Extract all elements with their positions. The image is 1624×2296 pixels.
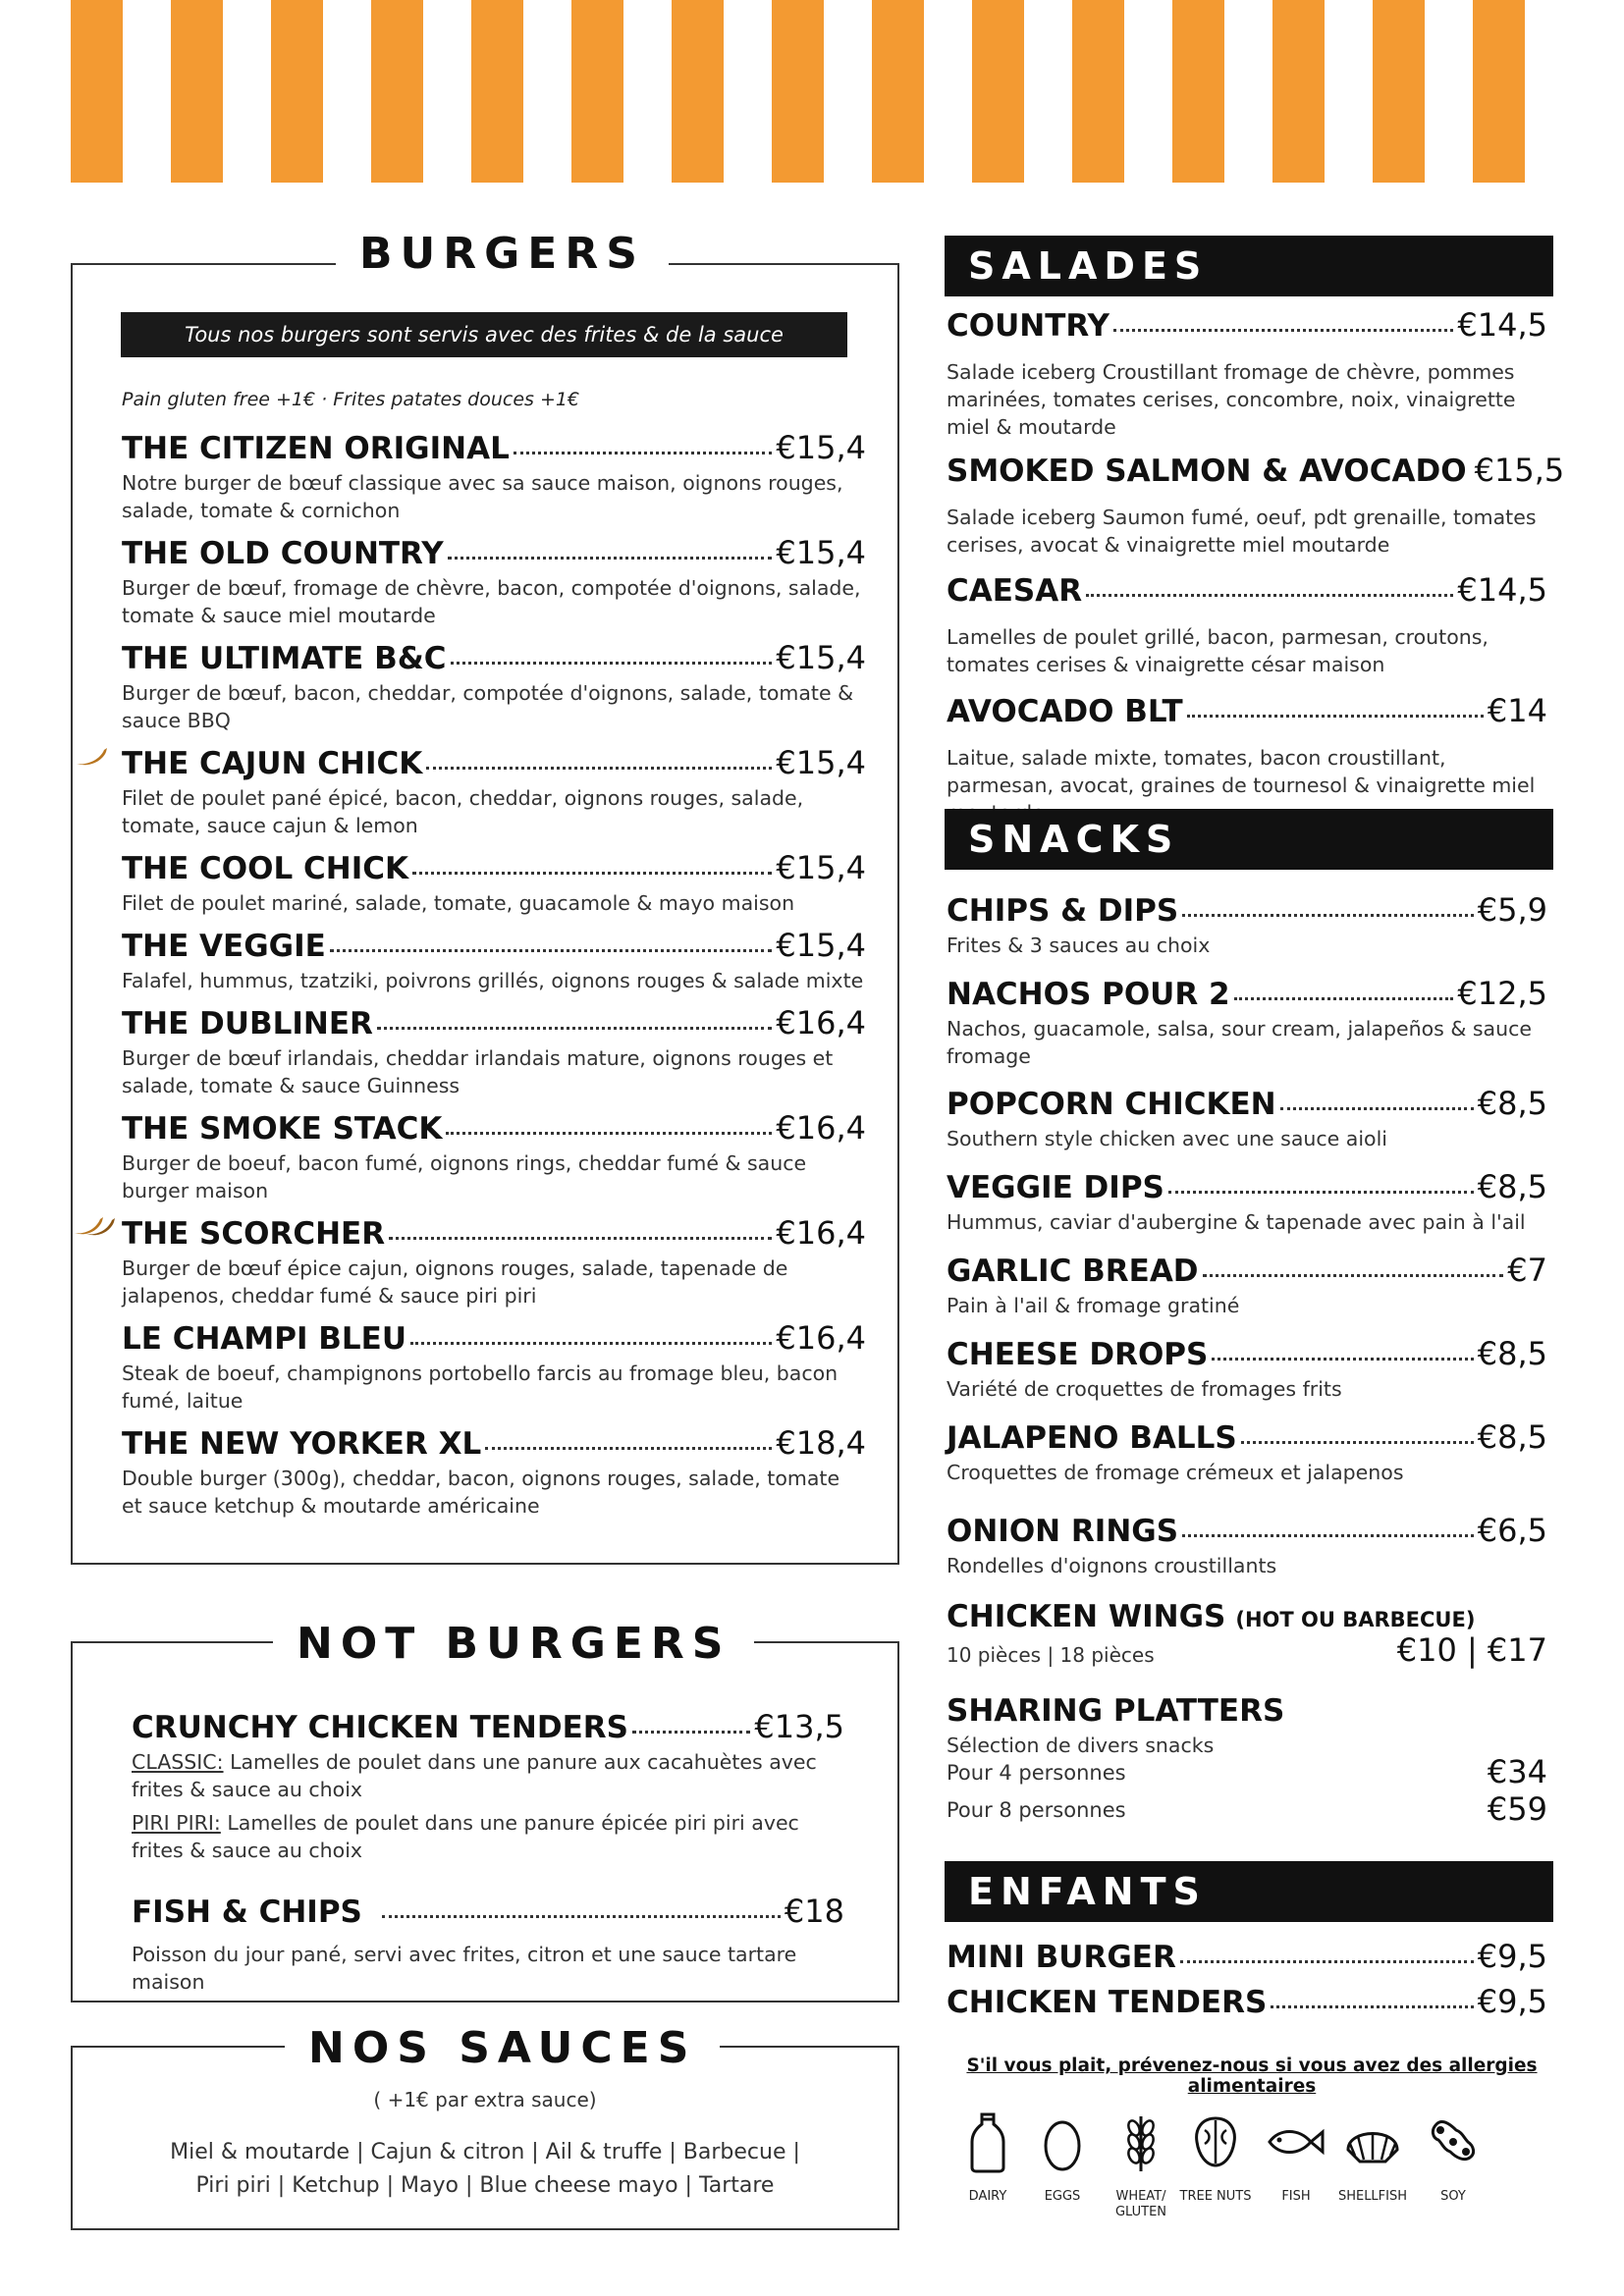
wings-pieces: 10 pièces | 18 pièces <box>947 1643 1155 1667</box>
item-price: €15,5 <box>1474 452 1565 489</box>
menu-item <box>122 1109 866 1204</box>
allergen-label: DAIRY <box>968 2189 1007 2204</box>
item-name: FISH & CHIPS <box>132 1895 362 1930</box>
allergen-eggs <box>1023 2110 1102 2205</box>
menu-item <box>947 1418 1547 1486</box>
menu-item-sharing-platters <box>947 1692 1547 1759</box>
item-price: €16,4 <box>776 1109 866 1147</box>
item-name: THE VEGGIE <box>122 929 326 964</box>
menu-item <box>122 1319 866 1415</box>
menu-item-chicken-tenders <box>132 1708 844 1864</box>
item-desc: Hummus, caviar d'aubergine & tapenade avec pain à l'ail <box>947 1210 1526 1234</box>
item-name: LE CHAMPI BLEU <box>122 1321 407 1357</box>
item-name: THE NEW YORKER XL <box>122 1426 482 1462</box>
item-desc: Poisson du jour pané, servi avec frites, citron et une sauce tartare maison <box>132 1943 797 1994</box>
classic-label: CLASSIC: <box>132 1750 224 1774</box>
item-desc: Burger de bœuf, bacon, cheddar, compotée d'oignons, salade, tomate & sauce BBQ <box>122 681 854 732</box>
orange-stripe-header <box>71 0 1553 183</box>
allergen-dairy <box>948 2110 1027 2205</box>
item-price: €15,4 <box>776 534 866 571</box>
snacks-title: SNACKS <box>945 809 1553 870</box>
double-chili-icon <box>73 1215 120 1237</box>
item-price: €14,5 <box>1457 306 1547 344</box>
item-desc: Filet de poulet mariné, salade, tomate, guacamole & mayo maison <box>122 891 795 915</box>
allergen-shellfish <box>1333 2110 1412 2205</box>
item-price: €14,5 <box>1457 571 1547 609</box>
burgers-note: Pain gluten free +1€ · Frites patates douces +1€ <box>122 389 580 410</box>
menu-item <box>947 975 1547 1070</box>
item-price: €16,4 <box>776 1004 866 1041</box>
burgers-title: BURGERS <box>336 228 669 281</box>
shell-icon <box>1342 2110 1403 2173</box>
menu-item <box>947 692 1547 827</box>
menu-item <box>122 534 866 629</box>
item-name: THE DUBLINER <box>122 1006 373 1041</box>
item-name: THE COOL CHICK <box>122 851 409 886</box>
menu-item <box>122 849 866 917</box>
item-desc: Double burger (300g), cheddar, bacon, oignons rouges, salade, tomate et sauce ketchup & moutarde américaine <box>122 1467 840 1518</box>
menu-item <box>947 891 1547 959</box>
item-price: €15,4 <box>776 927 866 964</box>
item-desc: Burger de bœuf épice cajun, oignons rouges, salade, tapenade de jalapenos, cheddar fumé & sauce piri piri <box>122 1256 788 1308</box>
chili-icon <box>73 746 112 768</box>
allergen-label: FISH <box>1281 2189 1311 2204</box>
item-price: €13,5 <box>754 1708 844 1745</box>
menu-item <box>947 1512 1547 1579</box>
allergen-label: TREE NUTS <box>1179 2189 1252 2204</box>
item-desc: Burger de bœuf, fromage de chèvre, bacon, compotée d'oignons, salade, tomate & sauce miel moutarde <box>122 576 861 627</box>
item-name: THE CITIZEN ORIGINAL <box>122 431 510 466</box>
menu-item-fish-chips <box>132 1893 844 1996</box>
fish-icon <box>1266 2110 1326 2173</box>
menu-item <box>947 452 1565 559</box>
item-price: €12,5 <box>1457 975 1547 1012</box>
allergy-notice: S'il vous plait, prévenez-nous si vous avez des allergies alimentaires <box>966 2056 1538 2097</box>
wings-price: €10 | €17 <box>1396 1631 1547 1669</box>
item-price: €15,4 <box>776 849 866 886</box>
allergen-wheat <box>1102 2110 1180 2220</box>
item-price: €18,4 <box>776 1424 866 1462</box>
sauces-title: NOS SAUCES <box>285 2022 720 2075</box>
item-price: €8,5 <box>1477 1418 1547 1456</box>
menu-item <box>947 1085 1547 1152</box>
item-name: MINI BURGER <box>947 1940 1176 1975</box>
item-price: €15,4 <box>776 639 866 676</box>
sauces-line-2: Piri piri | Ketchup | Mayo | Blue cheese mayo | Tartare <box>195 2173 775 2198</box>
menu-item <box>947 571 1547 678</box>
egg-icon <box>1041 2110 1084 2173</box>
allergen-label: SOY <box>1440 2189 1466 2204</box>
platter-8-label: Pour 8 personnes <box>947 1798 1126 1822</box>
item-sub: (HOT OU BARBECUE) <box>1235 1608 1476 1631</box>
item-desc: Burger de bœuf irlandais, cheddar irlandais mature, oignons rouges et salade, tomate & sauce Guinness <box>122 1046 834 1097</box>
item-name: COUNTRY <box>947 308 1110 344</box>
item-name: POPCORN CHICKEN <box>947 1087 1276 1122</box>
enfants-title: ENFANTS <box>945 1861 1553 1922</box>
menu-item <box>122 429 866 524</box>
allergen-tree-nuts <box>1176 2110 1255 2205</box>
item-name: THE SMOKE STACK <box>122 1111 443 1147</box>
item-price: €9,5 <box>1477 1938 1547 1975</box>
item-price: €8,5 <box>1477 1085 1547 1122</box>
item-desc: Frites & 3 sauces au choix <box>947 934 1211 957</box>
milk-bottle-icon <box>968 2110 1007 2173</box>
nut-icon <box>1189 2110 1242 2173</box>
item-name: CAESAR <box>947 573 1083 609</box>
item-price: €6,5 <box>1477 1512 1547 1549</box>
wheat-icon <box>1119 2110 1163 2173</box>
item-desc: Falafel, hummus, tzatziki, poivrons grillés, oignons rouges & salade mixte <box>122 969 864 992</box>
menu-item <box>122 1424 866 1520</box>
item-name: CHICKEN TENDERS <box>947 1985 1268 2020</box>
item-desc: Steak de boeuf, champignons portobello farcis au fromage bleu, bacon fumé, laitue <box>122 1362 839 1413</box>
soy-icon <box>1427 2110 1480 2173</box>
item-desc: Southern style chicken avec une sauce aioli <box>947 1127 1387 1150</box>
item-name: CRUNCHY CHICKEN TENDERS <box>132 1710 628 1745</box>
item-desc: Salade iceberg Saumon fumé, oeuf, pdt grenaille, tomates cerises, avocat & vinaigrette miel moutarde <box>947 506 1537 557</box>
salades-title: SALADES <box>945 236 1553 296</box>
menu-item <box>122 927 866 994</box>
allergen-soy <box>1414 2110 1492 2205</box>
piri-desc: Lamelles de poulet dans une panure épicée piri piri avec frites & sauce au choix <box>132 1811 799 1862</box>
menu-item <box>947 1252 1547 1319</box>
item-name: VEGGIE DIPS <box>947 1170 1164 1205</box>
sauces-extra: ( +1€ par extra sauce) <box>373 2088 597 2111</box>
allergen-label: WHEAT/ GLUTEN <box>1114 2189 1167 2219</box>
item-price: €15,4 <box>776 744 866 781</box>
item-price: €14 <box>1487 692 1547 729</box>
item-name: SHARING PLATTERS <box>947 1693 1285 1729</box>
item-name: ONION RINGS <box>947 1514 1179 1549</box>
item-desc: Sélection de divers snacks <box>947 1734 1215 1757</box>
item-desc: Lamelles de poulet grillé, bacon, parmesan, croutons, tomates cerises & vinaigrette césar maison <box>947 625 1489 676</box>
item-name: THE CAJUN CHICK <box>122 746 423 781</box>
sauces-line-1: Miel & moutarde | Cajun & citron | Ail & truffe | Barbecue | <box>170 2140 800 2164</box>
item-name: THE SCORCHER <box>122 1216 386 1252</box>
menu-item <box>947 1938 1547 1976</box>
item-desc: Filet de poulet pané épicé, bacon, cheddar, oignons rouges, salade, tomate, sauce cajun & lemon <box>122 786 804 837</box>
item-name: CHICKEN WINGS <box>947 1599 1226 1634</box>
allergen-label: EGGS <box>1044 2189 1081 2204</box>
burgers-banner: Tous nos burgers sont servis avec des frites & de la sauce <box>121 312 847 357</box>
item-price: €8,5 <box>1477 1168 1547 1205</box>
platter-4-label: Pour 4 personnes <box>947 1761 1126 1785</box>
item-name: THE ULTIMATE B&C <box>122 641 447 676</box>
item-desc: Rondelles d'oignons croustillants <box>947 1554 1277 1577</box>
item-name: AVOCADO BLT <box>947 694 1183 729</box>
item-desc: Salade iceberg Croustillant fromage de chèvre, pommes marinées, tomates cerises, concombre, noix, vinaigrette miel & moutarde <box>947 360 1516 439</box>
item-name: CHIPS & DIPS <box>947 893 1179 929</box>
item-price: €15,4 <box>776 429 866 466</box>
item-desc: Burger de boeuf, bacon fumé, oignons rings, cheddar fumé & sauce burger maison <box>122 1151 807 1202</box>
item-price: €9,5 <box>1477 1983 1547 2020</box>
menu-item <box>122 1214 866 1309</box>
item-desc: Nachos, guacamole, salsa, sour cream, jalapeños & sauce fromage <box>947 1017 1532 1068</box>
not-burgers-title: NOT BURGERS <box>273 1618 754 1671</box>
item-price: €5,9 <box>1477 891 1547 929</box>
menu-item <box>947 1983 1547 2021</box>
menu-item <box>122 1004 866 1099</box>
platter-8-price: €59 <box>1487 1790 1547 1828</box>
item-desc: Pain à l'ail & fromage gratiné <box>947 1294 1240 1317</box>
item-name: CHEESE DROPS <box>947 1337 1209 1372</box>
classic-desc: Lamelles de poulet dans une panure aux cacahuètes avec frites & sauce au choix <box>132 1750 817 1801</box>
menu-item <box>947 1168 1547 1236</box>
item-name: JALAPENO BALLS <box>947 1420 1237 1456</box>
item-desc: Laitue, salade mixte, tomates, bacon croustillant, parmesan, avocat, graines de tournesol & vinaigrette miel <box>947 746 1536 797</box>
menu-item <box>122 639 866 734</box>
item-price: €16,4 <box>776 1214 866 1252</box>
item-price: €7 <box>1507 1252 1547 1289</box>
item-price: €18 <box>784 1893 844 1930</box>
platter-4-price: €34 <box>1487 1753 1547 1790</box>
item-name: SMOKED SALMON & AVOCADO <box>947 454 1467 489</box>
menu-item <box>122 744 866 839</box>
item-price: €8,5 <box>1477 1335 1547 1372</box>
item-desc: Notre burger de bœuf classique avec sa sauce maison, oignons rouges, salade, tomate & cornichon <box>122 471 843 522</box>
piri-label: PIRI PIRI: <box>132 1811 221 1835</box>
item-desc: Croquettes de fromage crémeux et jalapenos <box>947 1461 1404 1484</box>
menu-item <box>947 306 1547 441</box>
menu-item <box>947 1335 1547 1403</box>
item-name: NACHOS POUR 2 <box>947 977 1230 1012</box>
item-name: GARLIC BREAD <box>947 1254 1199 1289</box>
item-price: €16,4 <box>776 1319 866 1357</box>
allergen-label: SHELLFISH <box>1337 2189 1408 2204</box>
allergen-fish <box>1257 2110 1335 2205</box>
item-name: THE OLD COUNTRY <box>122 536 444 571</box>
item-desc: Variété de croquettes de fromages frits <box>947 1377 1342 1401</box>
